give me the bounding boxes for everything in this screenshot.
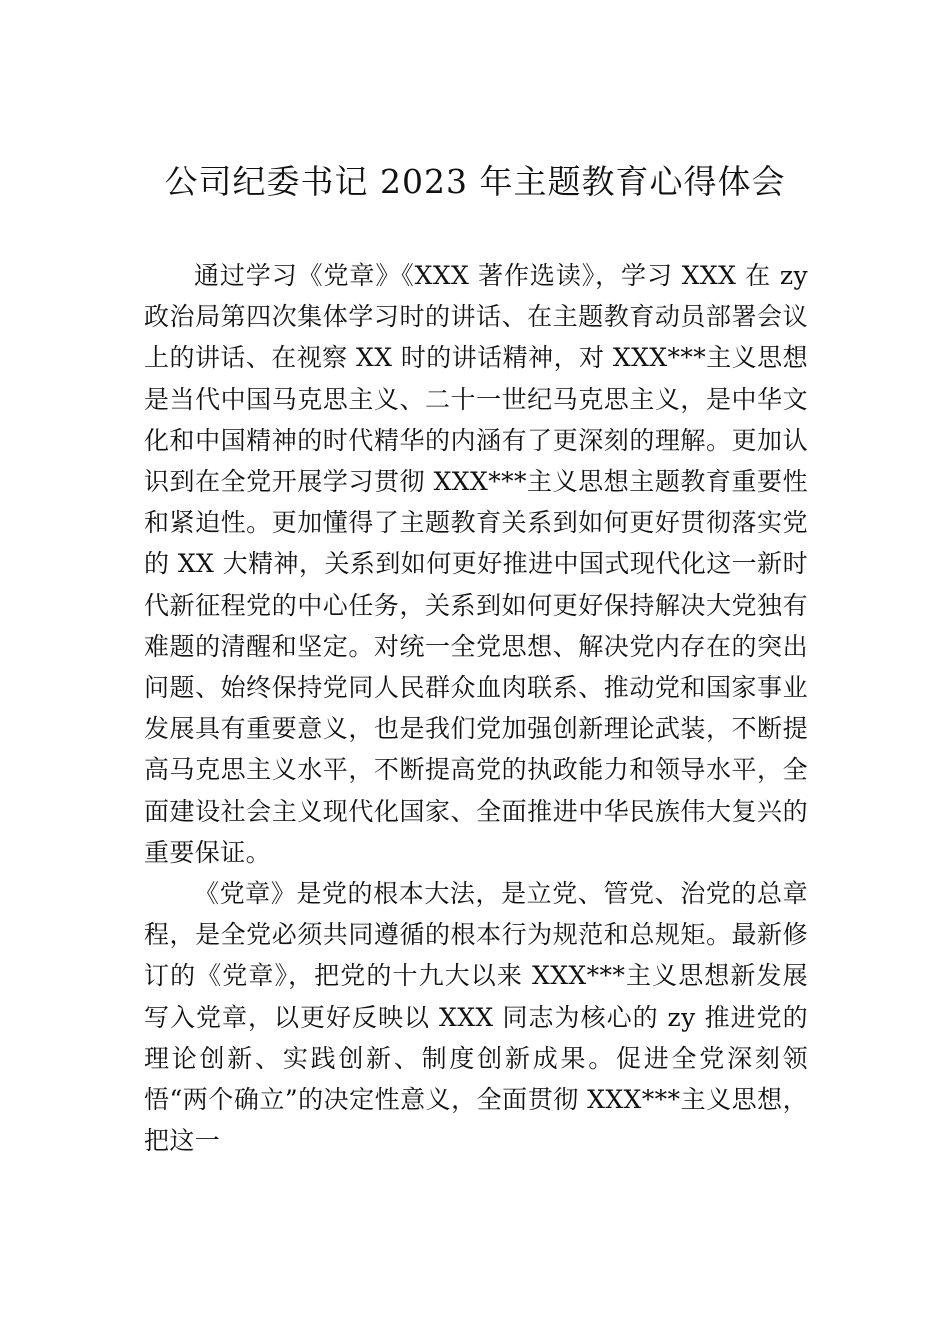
- document-body: [144, 255, 808, 1161]
- document-title: 公司纪委书记 2023 年主题教育心得体会: [164, 162, 786, 201]
- paragraph-1: 通过学习《党章》《XXX 著作选读》，学习 XXX 在 zy 政治局第四次集体学习时的讲话、在主题教育动员部署会议上的讲话、在视察 XX 时的讲话精神，对 XXX***主义思想是当代中国马克思主义、二十一世纪马克思主义，是中华文化和中国精神的时代精华的内涵有了更深刻的理解。更加认识到在全党开展学习贯彻 XXX***主义思想主题教育重要性和紧迫性。更加懂得了主题教育关系到如何更好贯彻落实党的 XX 大精神，关系到如何更好推进中国式现代化这一新时代新征程党的中心任务，关系到如何更好保持解决大党独有难题的清醒和坚定。对统一全党思想、解决党内存在的突出问题、始终保持党同人民群众血肉联系、推动党和国家事业发展具有重要意义，也是我们党加强创新理论武装，不断提高马克思主义水平，不断提高党的执政能力和领导水平，全面建设社会主义现代化国家、全面推进中华民族伟大复兴的重要保证。: [144, 261, 808, 867]
- paragraph-2: 《党章》是党的根本大法，是立党、管党、治党的总章程，是全党必须共同遵循的根本行为规范和总规矩。最新修订的《党章》，把党的十九大以来 XXX***主义思想新发展写入党章，以更好反映以 XXX 同志为核心的 zy 推进党的理论创新、实践创新、制度创新成果。促进全党深刻领悟“两个确立”的决定性意义，全面贯彻 XXX***主义思想，把这一: [144, 879, 808, 1156]
